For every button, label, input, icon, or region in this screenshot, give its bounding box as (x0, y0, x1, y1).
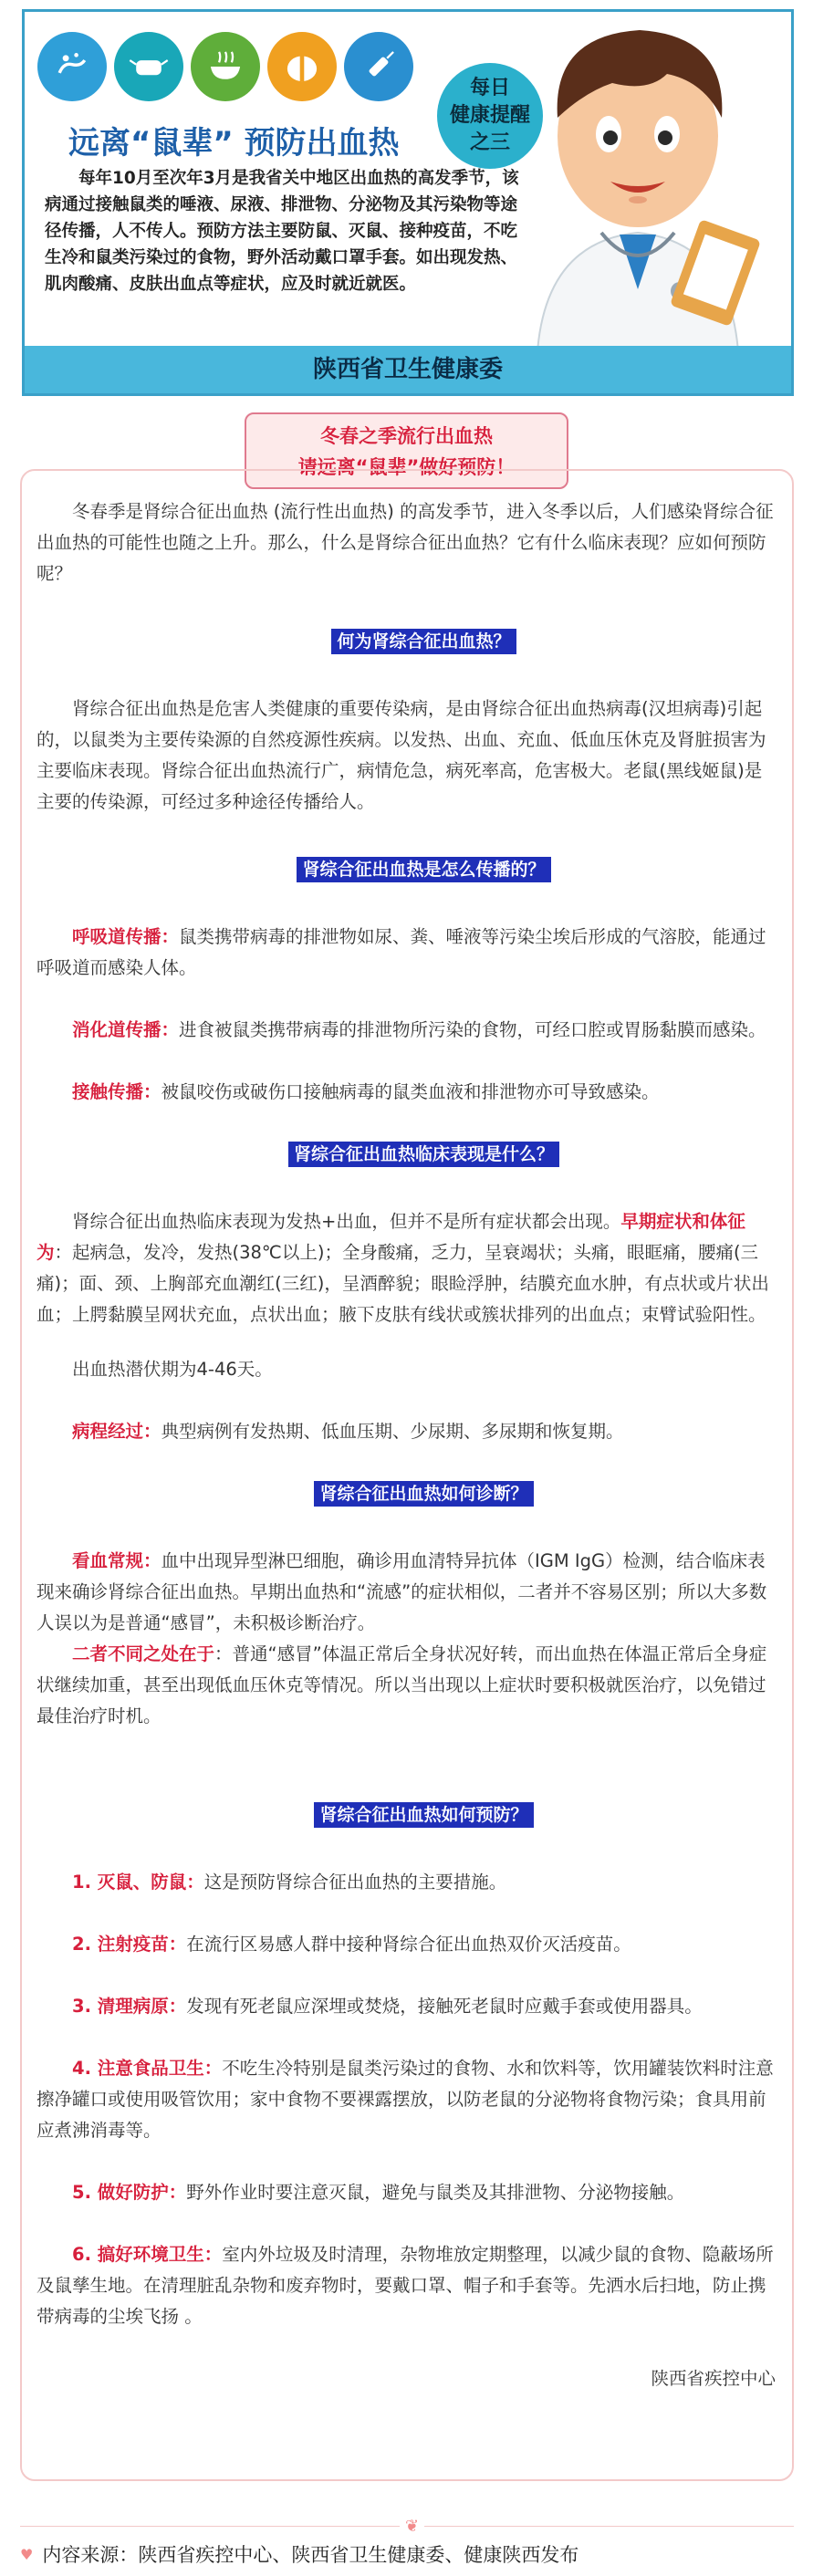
item-text: 发现有死老鼠应深埋或焚烧，接触死老鼠时应戴手套或使用器具。 (186, 1996, 703, 2017)
item-label: 4. 注意食品卫生： (72, 2058, 223, 2079)
symptoms-text: ：起病急，发冷，发热(38℃以上)；全身酸痛，乏力，呈衰竭状；头痛，眼眶痛，腰痛(三痛)；面、颈、上胸部充血潮红(三红)，呈酒醉貌；眼睑浮肿，结膜充血水肿，有点状或片状出血；上腭黏膜呈网状充血，点状出血；腋下皮肤有线状或簇状排列的出血点；束臂试验阳性。 (36, 1242, 769, 1325)
badge-line-1: 每日 (469, 77, 510, 99)
poster-body-text: 每年10月至次年3月是我省关中地区出血热的高发季节，该病通过接触鼠类的唾液、尿液、排泄物、分泌物及其污染物等途径传播，人不传人。预防方法主要防鼠、灭鼠、接种疫苗，不吃生冷和鼠类污染过的食物，野外活动戴口罩手套。如出现发热、肌肉酸痛、皮肤出血点等症状，应及时就近就医。 (45, 169, 519, 294)
prevention-item (36, 2239, 776, 2332)
item-text: 进食被鼠类携带病毒的排泄物所污染的食物，可经口腔或胃肠黏膜而感染。 (179, 1019, 766, 1040)
item-text: 这是预防肾综合征出血热的主要措施。 (203, 1872, 507, 1893)
section-heading (36, 1139, 776, 1170)
section-heading (36, 626, 776, 657)
item-text: 被鼠咬伤或破伤口接触病毒的鼠类血液和排泄物亦可导致感染。 (161, 1081, 660, 1102)
poster-icon-row (37, 32, 413, 101)
diagnosis-paragraph (36, 1546, 776, 1639)
prevention-item (36, 1929, 776, 1960)
section-heading-label: 肾综合征出血热如何诊断？ (314, 1481, 533, 1507)
transmission-item (36, 1077, 776, 1108)
badge-line-2: 健康提醒 (449, 104, 530, 127)
doctor-illustration (501, 17, 775, 351)
health-reminder-poster (22, 9, 794, 396)
item-label: 3. 清理病原： (72, 1996, 187, 2017)
section-heading (36, 1478, 776, 1509)
item-text: 野外作业时要注意灭鼠，避免与鼠类及其排泄物、分泌物接触。 (186, 2182, 685, 2203)
item-text: 在流行区易感人群中接种肾综合征出血热双价灭活疫苗。 (186, 1934, 631, 1955)
intro-paragraph: 冬春季是肾综合征出血热 (流行性出血热) 的高发季节，进入冬季以后，人们感染肾综合征出血热的可能性也随之上升。那么，什么是肾综合征出血热？它有什么临床表现？应如何预防呢？ (36, 501, 774, 584)
section-heading-label: 肾综合征出血热临床表现是什么？ (288, 1142, 559, 1167)
item-label: 二者不同之处在于 (72, 1643, 215, 1664)
badge-line-3: 之三 (469, 131, 510, 154)
section-heading-label: 肾综合征出血热是怎么传播的？ (297, 857, 550, 882)
item-label: 呼吸道传播： (72, 926, 180, 947)
content-source (20, 2540, 578, 2568)
heart-icon: ❦ (400, 2517, 424, 2536)
food-bowl-icon (191, 32, 260, 101)
item-text: 典型病例有发热期、低血压期、少尿期、多尿期和恢复期。 (161, 1421, 624, 1442)
item-label: 看血常规： (72, 1550, 162, 1571)
section-heading-label: 何为肾综合征出血热？ (331, 629, 516, 654)
prevention-item (36, 2053, 776, 2146)
heart-icon: ♥ (20, 2545, 34, 2563)
mask-icon (114, 32, 183, 101)
symptoms-label: 早期症状和体征为 (36, 1211, 745, 1263)
item-text: 血中出现异型淋巴细胞，确诊用血清特异抗体（IGM IgG）检测，结合临床表现来确诊肾综合征出血热。早期出血热和“流感”的症状相似，二者并不容易区别；所以大多数人误以为是普通“感冒”，未积极诊断治疗。 (36, 1550, 767, 1633)
item-label: 1. 灭鼠、防鼠： (72, 1872, 204, 1893)
definition-paragraph: 肾综合征出血热是危害人类健康的重要传染病，是由肾综合征出血热病毒(汉坦病毒)引起的，以鼠类为主要传染源的自然疫源性疾病。以发热、出血、充血、低血压休克及肾脏损害为主要临床表现。肾综合征出血热流行广，病情危急，病死率高，危害极大。老鼠(黑线姬鼠)是主要的传染源，可经过多种途径传播给人。 (36, 698, 766, 812)
poster-body (45, 165, 519, 297)
title-line-1: 冬春之季流行出血热 (320, 425, 493, 447)
item-label: 5. 做好防护： (72, 2182, 187, 2203)
item-text: 鼠类携带病毒的排泄物如尿、粪、唾液等污染尘埃后形成的气溶胶，能通过呼吸道而感染人体。 (36, 926, 766, 978)
item-text: 室内外垃圾及时清理，杂物堆放定期整理，以减少鼠的食物、隐蔽场所及鼠孳生地。在清理脏乱杂物和废弃物时，要戴口罩、帽子和手套等。先洒水后扫地，防止携带病毒的尘埃飞扬 。 (36, 2244, 774, 2327)
section-heading-label: 肾综合征出血热如何预防？ (314, 1802, 533, 1828)
item-label: 消化道传播： (72, 1019, 180, 1040)
section-heading (36, 1799, 776, 1830)
title-line-2: 请远离“鼠辈”做好预防！ (297, 456, 516, 478)
transmission-item (36, 922, 776, 984)
item-text: ：普通“感冒”体温正常后全身状况好转，而出血热在体温正常后全身症状继续加重，甚至出现低血压休克等情况。所以当出现以上症状时要积极就医治疗，以免错过最佳治疗时机。 (36, 1643, 767, 1726)
prevention-item (36, 1991, 776, 2022)
utensils-icon (267, 32, 337, 101)
prevention-item (36, 1867, 776, 1898)
syringe-icon (344, 32, 413, 101)
item-label: 接触传播： (72, 1081, 162, 1102)
poster-footer: 陕西省卫生健康委 (25, 346, 791, 393)
symptoms-intro: 肾综合征出血热临床表现为发热+出血，但并不是所有症状都会出现。 (72, 1211, 621, 1232)
prevention-item (36, 2177, 776, 2208)
poster-headline: 远离“鼠辈” 预防出血热 (68, 125, 400, 162)
section-heading (36, 854, 776, 885)
incubation-paragraph: 出血热潜伏期为4-46天。 (72, 1359, 273, 1380)
signature: 陕西省疾控中心 (651, 2368, 776, 2389)
difference-paragraph (36, 1639, 776, 1732)
handwashing-icon (37, 32, 107, 101)
course-paragraph (36, 1416, 776, 1447)
item-text: 不吃生冷特别是鼠类污染过的食物、水和饮料等，饮用罐装饮料时注意擦净罐口或使用吸管饮用；家中食物不要裸露摆放，以防老鼠的分泌物将食物污染；食具用前应煮沸消毒等。 (36, 2058, 774, 2141)
transmission-item (36, 1015, 776, 1046)
item-label: 2. 注射疫苗： (72, 1934, 187, 1955)
item-label: 病程经过： (72, 1421, 162, 1442)
item-label: 6. 搞好环境卫生： (72, 2244, 223, 2265)
article-content (36, 496, 776, 2394)
source-text: 内容来源：陕西省疾控中心、陕西省卫生健康委、健康陕西发布 (42, 2544, 579, 2566)
symptoms-paragraph (36, 1206, 776, 1330)
